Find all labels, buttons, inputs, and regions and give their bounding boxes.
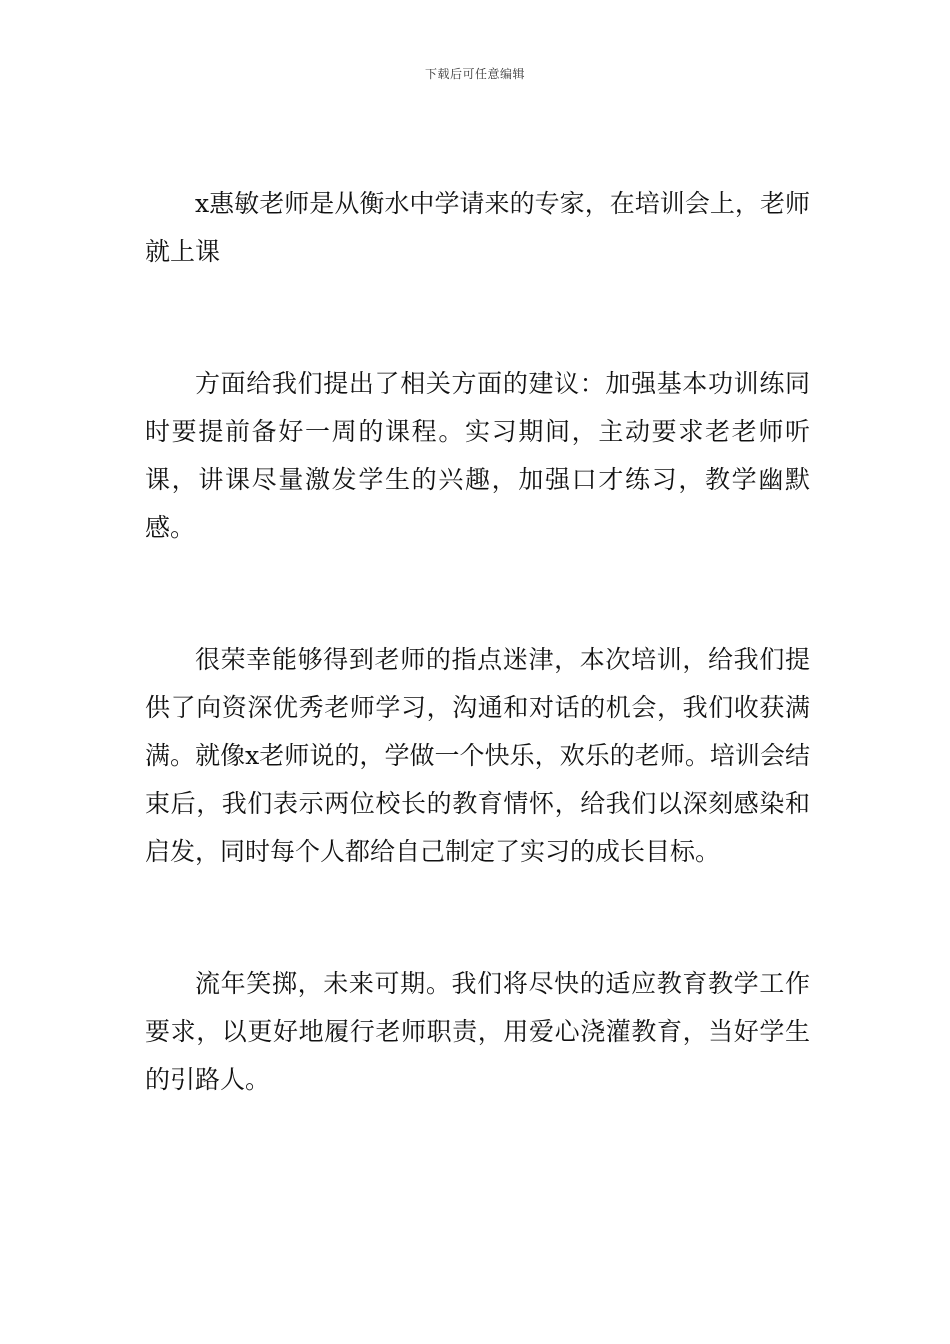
page-header: 下载后可任意编辑 [424,67,525,81]
document-body [145,180,810,1104]
paragraph-3: 很荣幸能够得到老师的指点迷津，本次培训，给我们提供了向资深优秀老师学习，沟通和对话的机会，我们收获满满。就像x老师说的，学做一个快乐，欢乐的老师。培训会结束后，我们表示两位校长的教育情怀，给我们以深刻感染和启发，同时每个人都给自己制定了实习的成长目标。 [145,645,810,866]
paragraph-2: 方面给我们提出了相关方面的建议：加强基本功训练同时要提前备好一周的课程。实习期间，主动要求老老师听课，讲课尽量激发学生的兴趣，加强口才练习，教学幽默感。 [145,369,810,542]
paragraph-4: 流年笑掷，未来可期。我们将尽快的适应教育教学工作要求，以更好地履行老师职责，用爱心浇灌教育，当好学生的引路人。 [145,969,810,1094]
paragraph-1: x惠敏老师是从衡水中学请来的专家，在培训会上，老师就上课 [145,189,810,266]
